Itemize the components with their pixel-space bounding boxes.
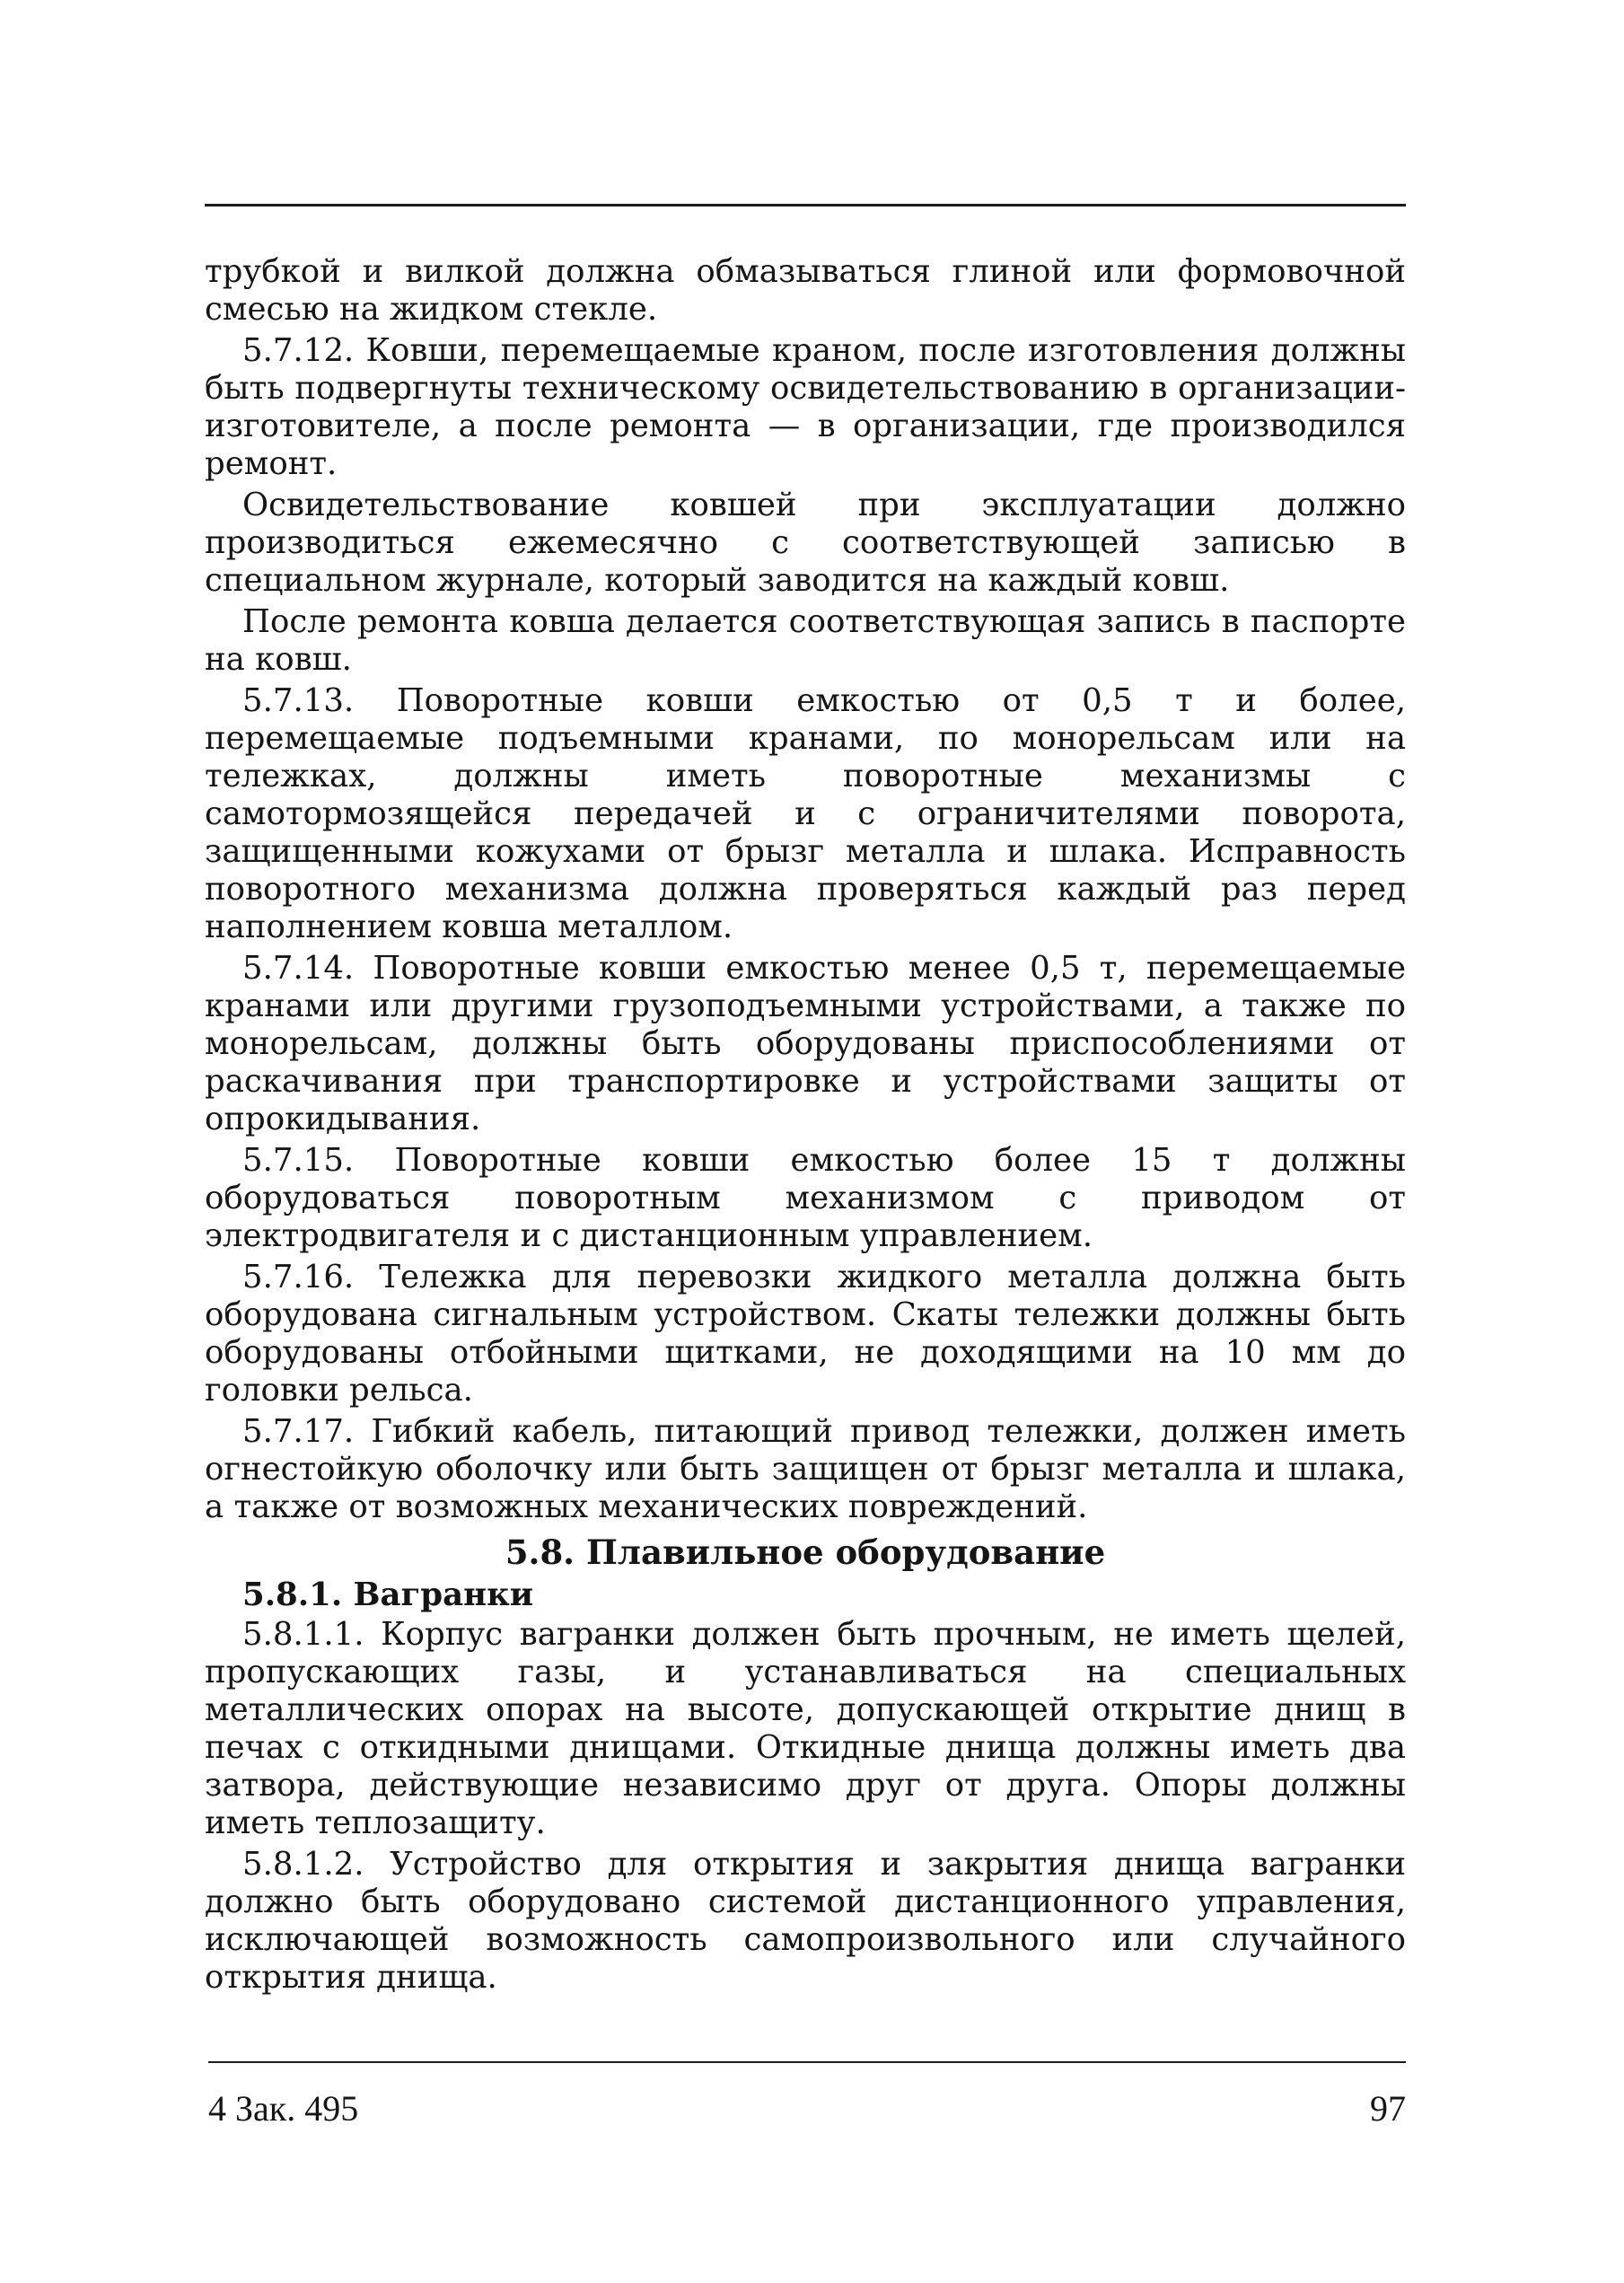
paragraph-5-7-14: 5.7.14. Поворотные ковши емкостью менее 0,5 т, перемещаемые кранами или другими грузоподъемными устройствами, а также по монорельсам, должны быть оборудованы приспособлениями от раскачивания при транспортировке и устройствами защиты от опрокидывания. xyxy=(205,950,1406,1137)
footer-order-number: 4 Зак. 495 xyxy=(208,2088,359,2129)
page-number: 97 xyxy=(1370,2088,1406,2129)
paragraph-after-repair: После ремонта ковша делается соответствующая запись в паспорте на ковш. xyxy=(205,603,1406,678)
paragraph-inspection: Освидетельствование ковшей при эксплуатации должно производиться ежемесячно с соответствующей записью в специальном журнале, который заводится на каждый ковш. xyxy=(205,487,1406,599)
bottom-rule xyxy=(208,2061,1406,2063)
paragraph-continuation: трубкой и вилкой должна обмазываться глиной или формовочной смесью на жидком стекле. xyxy=(205,253,1406,328)
section-heading: 5.8. Плавильное оборудование xyxy=(505,1532,1106,1572)
page-body xyxy=(205,253,1406,2000)
page-footer xyxy=(208,2087,1406,2129)
paragraph-5-8-1-1: 5.8.1.1. Корпус вагранки должен быть прочным, не иметь щелей, пропускающих газы, и устанавливаться на специальных металлических опорах на высоте, допускающей открытие днищ в печах с откидными днищами. Откидные днища должны иметь два затвора, действующие независимо друг от друга. Опоры должны иметь теплозащиту. xyxy=(205,1616,1406,1841)
paragraph-5-7-12: 5.7.12. Ковши, перемещаемые краном, после изготовления должны быть подвергнуты техническому освидетельствованию в организации-изготовителе, а после ремонта — в организации, где производился ремонт. xyxy=(205,332,1406,482)
subsection-heading: 5.8.1. Вагранки xyxy=(242,1576,534,1613)
paragraph-5-7-15: 5.7.15. Поворотные ковши емкостью более 15 т должны оборудоваться поворотным механизмом с приводом от электродвигателя и с дистанционным управлением. xyxy=(205,1142,1406,1254)
paragraph-5-8-1-2: 5.8.1.2. Устройство для открытия и закрытия днища вагранки должно быть оборудовано системой дистанционного управления, исключающей возможность самопроизвольного или случайного открытия днища. xyxy=(205,1846,1406,1996)
paragraph-5-7-17: 5.7.17. Гибкий кабель, питающий привод тележки, должен иметь огнестойкую оболочку или быть защищен от брызг металла и шлака, а также от возможных механических повреждений. xyxy=(205,1413,1406,1525)
paragraph-5-7-16: 5.7.16. Тележка для перевозки жидкого металла должна быть оборудована сигнальным устройством. Скаты тележки должны быть оборудованы отбойными щитками, не доходящими на 10 мм до головки рельса. xyxy=(205,1259,1406,1409)
paragraph-5-7-13: 5.7.13. Поворотные ковши емкостью от 0,5 т и более, перемещаемые подъемными кранами, по монорельсам или на тележках, должны иметь поворотные механизмы с самотормозящейся передачей и с ограничителями поворота, защищенными кожухами от брызг металла и шлака. Исправность поворотного механизма должна проверяться каждый раз перед наполнением ковша металлом. xyxy=(205,682,1406,945)
top-rule xyxy=(205,204,1406,206)
